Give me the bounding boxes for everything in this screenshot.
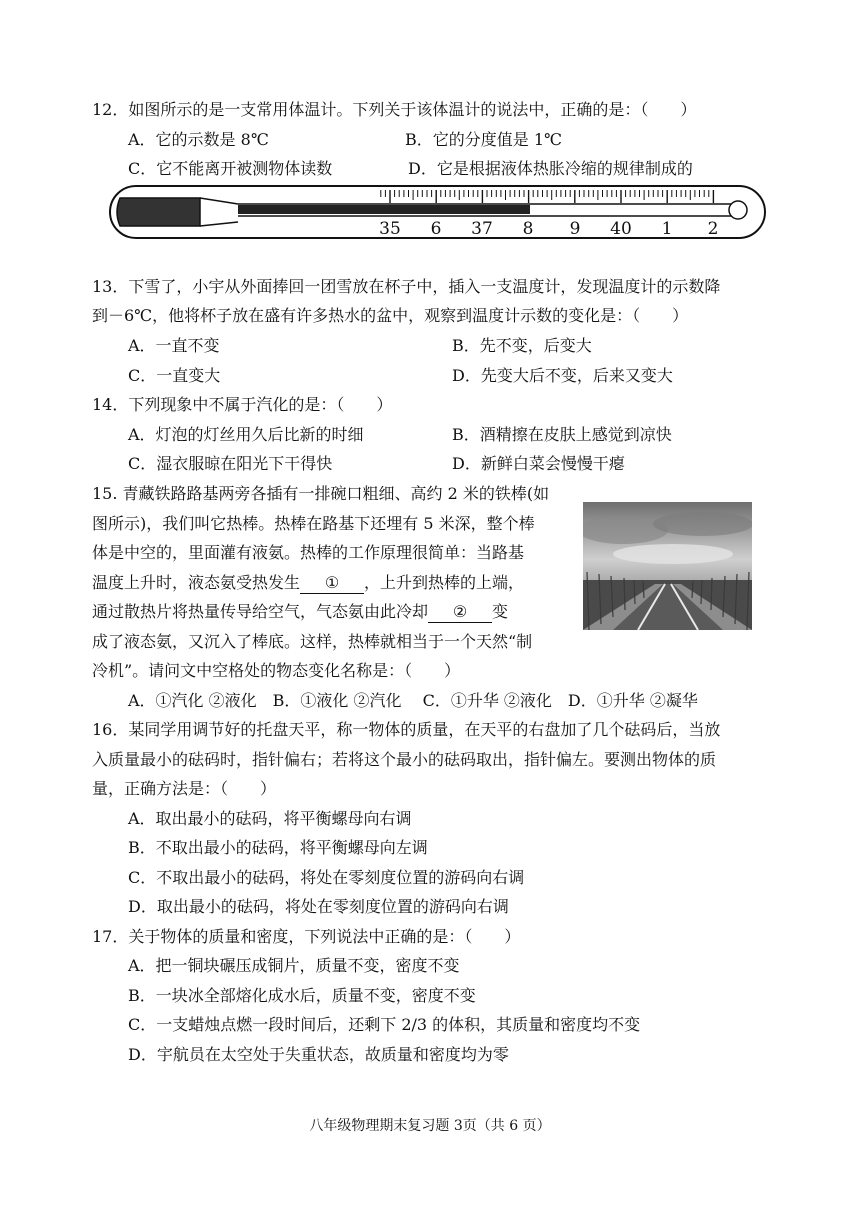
q12-option-d: D．它是根据液体热胀冷缩的规律制成的	[408, 159, 693, 178]
scale-label: 8	[522, 219, 534, 239]
thermometer-bulb	[117, 198, 200, 226]
thermometer-figure	[108, 182, 770, 242]
q14-option-d: D．新鲜白菜会慢慢干瘪	[452, 454, 625, 473]
q12-option-c: C．它不能离开被测物体读数	[128, 159, 333, 178]
q15-options: A．①汽化 ②液化 B．①液化 ②汽化 C．①升华 ②液化 D．①升华 ②凝华	[128, 691, 698, 710]
q16-option-d: D．取出最小的砝码，将处在零刻度位置的游码向右调	[128, 897, 509, 916]
q12-option-a: A．它的示数是 8℃	[128, 130, 269, 149]
q14-option-b: B．酒精擦在皮肤上感觉到凉快	[452, 425, 672, 444]
q16-option-b: B．不取出最小的砝码，将平衡螺母向左调	[128, 838, 428, 857]
q13-option-b: B．先不变，后变大	[452, 336, 592, 355]
q15-text-line1: 15. 青藏铁路路基两旁各插有一排碗口粗细、高约 2 米的铁棒(如	[92, 484, 550, 503]
q15-text-line2: 图所示)，我们叫它热棒。热棒在路基下还埋有 5 米深，整个棒	[92, 514, 535, 533]
thermometer-mercury-column	[238, 205, 530, 214]
q15-text-line5	[92, 602, 508, 623]
q15-line5-end: 变	[492, 602, 509, 621]
q14-option-c: C．湿衣服晾在阳光下干得快	[128, 454, 333, 473]
scale-label: 40	[610, 219, 632, 239]
q17-option-b: B．一块冰全部熔化成水后，质量不变，密度不变	[128, 986, 476, 1005]
q13-stem-line2: 到－6℃，他将杯子放在盛有许多热水的盆中，观察到温度计示数的变化是：（ ）	[92, 306, 689, 325]
scale-label: 35	[379, 219, 401, 239]
q15-text-line3: 体是中空的，里面灌有液氨。热棒的工作原理很简单：当路基	[92, 543, 525, 562]
q12-option-b: B．它的分度值是 1℃	[405, 130, 562, 149]
q17-stem: 17．关于物体的质量和密度，下列说法中正确的是：（ ）	[92, 927, 521, 946]
q14-option-a: A．灯泡的灯丝用久后比新的时细	[128, 425, 364, 444]
q15-text-line7: 冷机”。请问文中空格处的物态变化名称是：（ ）	[92, 661, 461, 680]
q13-option-c: C．一直变大	[128, 366, 221, 385]
scale-label: 2	[707, 219, 719, 239]
q13-option-a: A．一直不变	[128, 336, 220, 355]
q17-option-d: D．宇航员在太空处于失重状态，故质量和密度均为零	[128, 1045, 509, 1064]
scale-label: 1	[661, 219, 673, 239]
scale-label: 37	[471, 219, 493, 239]
q17-option-c: C．一支蜡烛点燃一段时间后，还剩下 2/3 的体积，其质量和密度均不变	[128, 1015, 641, 1034]
page-footer: 八年级物理期末复习题 3页（共 6 页）	[309, 1118, 551, 1134]
q15-text-line4	[92, 573, 524, 594]
q13-stem-line1: 13．下雪了，小宇从外面捧回一团雪放在杯子中，插入一支温度计，发现温度计的示数降	[92, 277, 721, 296]
q15-blank-2: ②	[428, 602, 492, 623]
q16-option-a: A．取出最小的砝码，将平衡螺母向右调	[128, 809, 412, 828]
q13-option-d: D．先变大后不变，后来又变大	[452, 366, 673, 385]
scale-label: 6	[430, 219, 442, 239]
q16-stem-line2: 入质量最小的砝码时，指针偏右；若将这个最小的砝码取出，指针偏左。要测出物体的质	[92, 750, 717, 769]
q15-blank-1: ①	[300, 573, 364, 594]
railway-heat-rod-photo	[583, 502, 752, 630]
q17-option-a: A．把一铜块碾压成铜片，质量不变，密度不变	[128, 956, 460, 975]
q15-text-line6: 成了液态氨，又沉入了棒底。这样，热棒就相当于一个天然“制	[92, 632, 533, 651]
q15-line4-start: 温度上升时，液态氨受热发生	[92, 573, 301, 592]
q16-stem-line1: 16．某同学用调节好的托盘天平，称一物体的质量，在天平的右盘加了几个砝码后，当放	[92, 720, 721, 739]
q14-stem: 14．下列现象中不属于汽化的是：（ ）	[92, 395, 393, 414]
q15-line4-end: ，上升到热棒的上端，	[364, 573, 525, 592]
scale-label: 9	[569, 219, 581, 239]
q12-stem: 12．如图所示的是一支常用体温计。下列关于该体温计的说法中，正确的是：（ ）	[92, 100, 697, 119]
q16-stem-line3: 量，正确方法是：（ ）	[92, 779, 277, 798]
q15-line5-start: 通过散热片将热量传导给空气，气态氨由此冷却	[92, 602, 429, 621]
q16-option-c: C．不取出最小的砝码，将处在零刻度位置的游码向右调	[128, 868, 525, 887]
